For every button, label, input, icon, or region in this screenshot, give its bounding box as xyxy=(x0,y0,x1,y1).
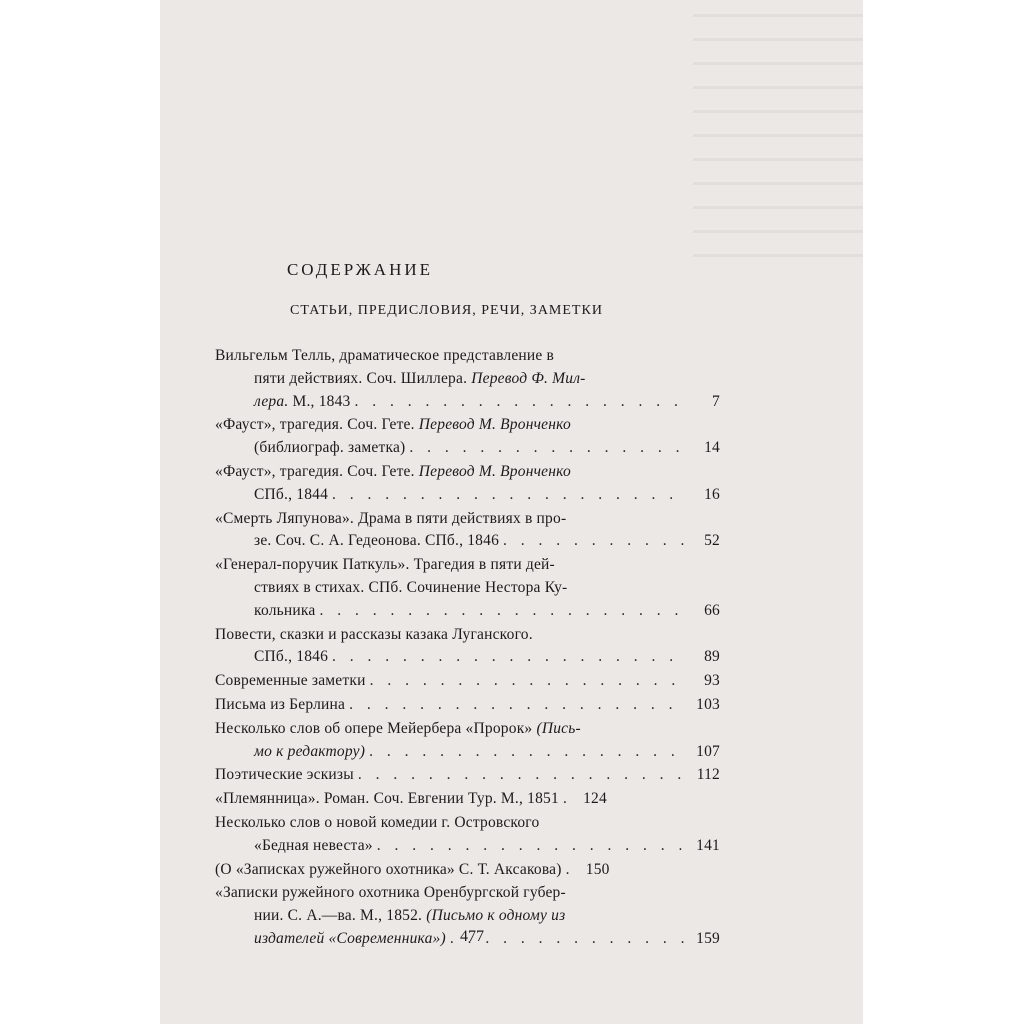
toc-entry: «Фауст», трагедия. Соч. Гете. Перевод М. Вронченко СПб., 1844 . . . 16 xyxy=(215,461,720,507)
page-number: 477 xyxy=(460,928,484,945)
leader-dots xyxy=(369,741,686,764)
toc-entry: «Племянница». Роман. Соч. Евгении Тур. М., 1851 . . . 124 xyxy=(215,788,720,811)
bleed-through-text xyxy=(693,0,863,270)
leader-dots xyxy=(377,835,686,858)
page-ref: 112 xyxy=(696,766,720,784)
page-ref: 103 xyxy=(696,695,720,713)
page-ref: 66 xyxy=(704,601,720,619)
page-ref: 89 xyxy=(704,648,720,666)
toc-entry: Письма из Берлина . . . 103 xyxy=(215,694,720,717)
toc-entry: Несколько слов об опере Мейербера «Пророк» (Пись- мо к редактору) . . . 107 xyxy=(215,718,720,764)
toc-entry: «Записки ружейного охотника Оренбургской губер- нии. С. А.—ва. М., 1852. (Письмо к одному из издателей «Современника») . . . 159 xyxy=(215,882,720,950)
page-ref: 141 xyxy=(696,836,720,854)
leader-dots xyxy=(358,764,686,787)
toc-entry: «Генерал-поручик Паткуль». Трагедия в пяти дей- ствиях в стихах. СПб. Сочинение Нестора Ку- кольника . . . 66 xyxy=(215,554,720,622)
page-ref: 107 xyxy=(696,742,720,760)
toc-entry: Современные заметки . . . 93 xyxy=(215,670,720,693)
leader-dots xyxy=(563,788,573,811)
page-ref: 150 xyxy=(585,860,610,878)
page-ref: 7 xyxy=(712,392,720,410)
leader-dots xyxy=(332,646,686,669)
page-ref: 93 xyxy=(704,672,720,690)
page-ref: 16 xyxy=(704,485,720,503)
toc-entry: «Смерть Ляпунова». Драма в пяти действиях в про- зе. Соч. С. А. Гедеонова. СПб., 1846 . . . 52 xyxy=(215,508,720,554)
toc-entry: Повести, сказки и рассказы казака Луганского. СПб., 1846 . . . 89 xyxy=(215,624,720,670)
leader-dots xyxy=(503,530,686,553)
leader-dots xyxy=(409,437,686,460)
toc-entry: (О «Записках ружейного охотника» С. Т. Аксакова) . . . 150 xyxy=(215,859,720,882)
section-heading: СТАТЬИ, ПРЕДИСЛОВИЯ, РЕЧИ, ЗАМЕТКИ xyxy=(290,303,603,318)
leader-dots xyxy=(355,391,687,414)
leader-dots xyxy=(332,484,686,507)
leader-dots xyxy=(319,600,686,623)
page-ref: 159 xyxy=(696,929,720,947)
page-title: СОДЕРЖАНИЕ xyxy=(286,260,434,279)
page-ref: 124 xyxy=(583,790,607,808)
page-ref: 14 xyxy=(704,439,720,457)
toc-entry: Вильгельм Телль, драматическое представление в пяти действиях. Соч. Шиллера. Перевод Ф. Мил- лера. М., 1843 . . . 7 xyxy=(215,345,720,413)
leader-dots xyxy=(566,859,576,882)
table-of-contents xyxy=(215,345,720,952)
leader-dots xyxy=(349,694,686,717)
toc-entry: «Фауст», трагедия. Соч. Гете. Перевод М. Вронченко (библиограф. заметка) . . . 14 xyxy=(215,414,720,460)
leader-dots xyxy=(370,670,686,693)
toc-entry: Несколько слов о новой комедии г. Островского «Бедная невеста» . . . 141 xyxy=(215,812,720,858)
toc-entry: Поэтические эскизы . . . 112 xyxy=(215,764,720,787)
page-ref: 52 xyxy=(704,532,720,550)
